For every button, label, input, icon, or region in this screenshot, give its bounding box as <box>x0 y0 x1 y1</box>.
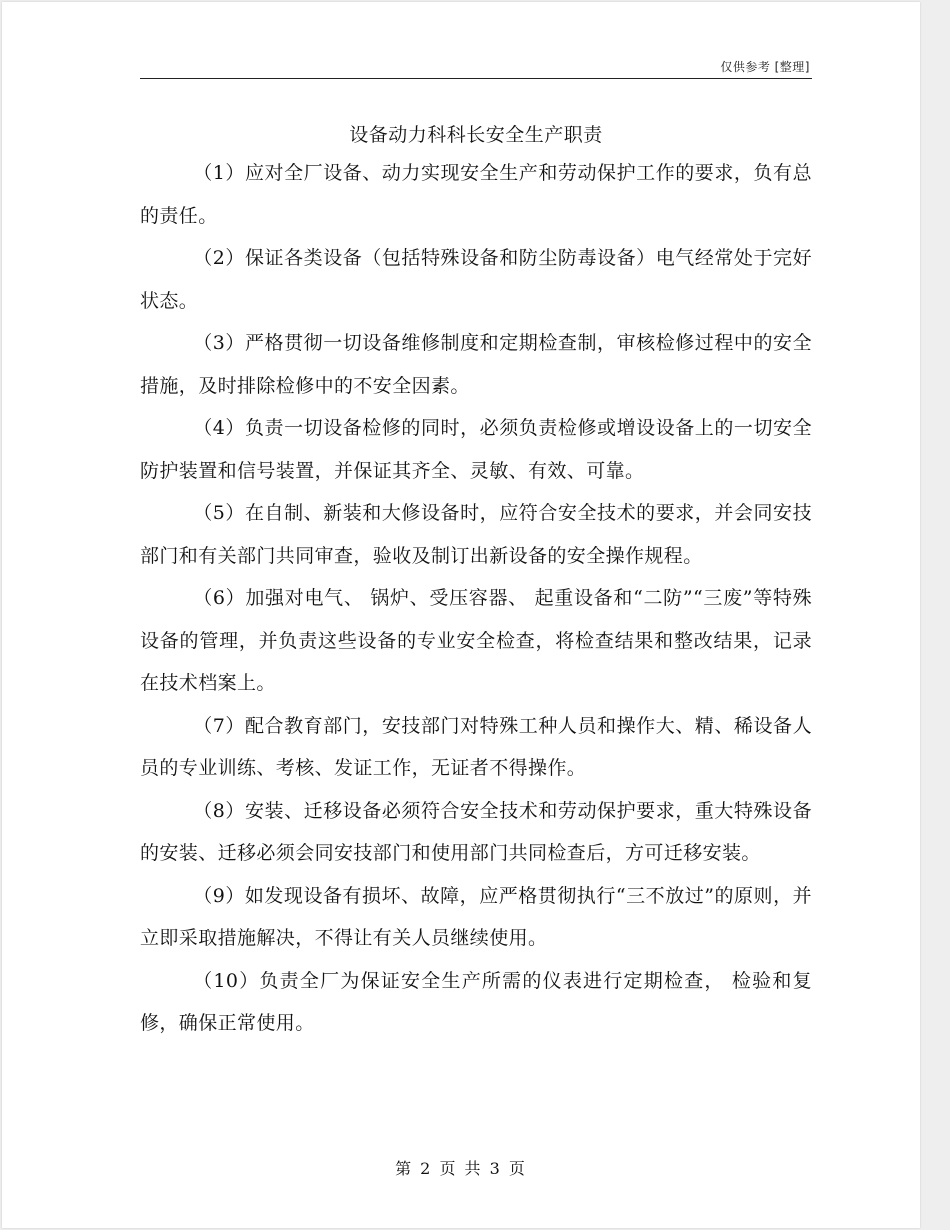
paragraph-8: （8）安装、迁移设备必须符合安全技术和劳动保护要求，重大特殊设备的安装、迁移必须会同安技部门和使用部门共同检查后，方可迁移安装。 <box>140 799 812 864</box>
document-page <box>2 2 920 1228</box>
header-note: 仅供参考 [整理] <box>720 60 810 74</box>
paragraph-7: （7）配合教育部门，安技部门对特殊工种人员和操作大、精、稀设备人员的专业训练、考核、发证工作，无证者不得操作。 <box>140 714 812 779</box>
paragraph-9: （9）如发现设备有损坏、故障，应严格贯彻执行“三不放过”的原则，并立即采取措施解决，不得让有关人员继续使用。 <box>140 884 812 949</box>
paragraph-1: （1）应对全厂设备、动力实现安全生产和劳动保护工作的要求，负有总的责任。 <box>140 162 812 227</box>
paragraph-10: （10）负责全厂为保证安全生产所需的仪表进行定期检查， 检验和复修，确保正常使用。 <box>140 969 812 1034</box>
page-number: 第 2 页 共 3 页 <box>395 1159 527 1178</box>
paragraph-3: （3）严格贯彻一切设备维修制度和定期检查制，审核检修过程中的安全措施，及时排除检修中的不安全因素。 <box>140 332 812 397</box>
paragraph-6: （6）加强对电气、 锅炉、受压容器、 起重设备和“二防”“三废”等特殊设备的管理，并负责这些设备的专业安全检查，将检查结果和整改结果，记录在技术档案上。 <box>140 587 812 694</box>
paragraph-2: （2）保证各类设备（包括特殊设备和防尘防毒设备）电气经常处于完好状态。 <box>140 247 812 312</box>
paragraph-5: （5）在自制、新装和大修设备时，应符合安全技术的要求，并会同安技部门和有关部门共同审查，验收及制订出新设备的安全操作规程。 <box>140 502 812 567</box>
document-body <box>140 152 812 1045</box>
document-title: 设备动力科科长安全生产职责 <box>349 124 603 146</box>
header-divider <box>140 78 812 79</box>
paragraph-4: （4）负责一切设备检修的同时，必须负责检修或增设设备上的一切安全防护装置和信号装置，并保证其齐全、灵敏、有效、可靠。 <box>140 417 812 482</box>
